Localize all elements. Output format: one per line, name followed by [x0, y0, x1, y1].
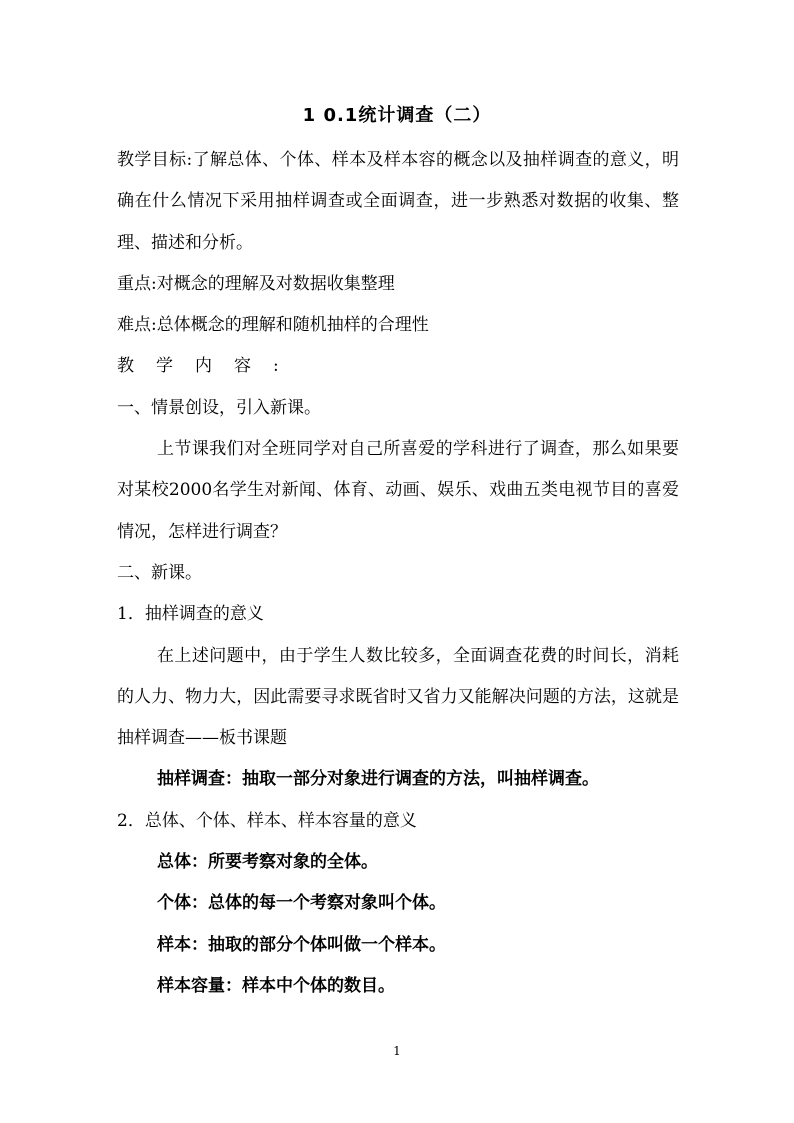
definition-population: 总体：所要考察对象的全体。 [157, 852, 378, 873]
section-1-heading: 一、情景创设，引入新课。 [117, 397, 321, 418]
definition-sample-size: 样本容量：样本中个体的数目。 [157, 975, 395, 996]
document-body [117, 140, 679, 1007]
definition-individual: 个体：总体的每一个考察对象叫个体。 [157, 893, 446, 914]
definition-sampling-survey: 抽样调查：抽取一部分对象进行调查的方法，叫抽样调查。 [157, 769, 599, 790]
definition-sample: 样本：抽取的部分个体叫做一个样本。 [157, 934, 446, 955]
item-1-body: 在上述问题中，由于学生人数比较多，全面调查花费的时间长，消耗的人力、物力大，因此需要寻求既省时又省力又能解决问题的方法，这就是抽样调查——板书课题 [117, 645, 679, 749]
key-point: 重点:对概念的理解及对数据收集整理 [117, 273, 395, 294]
section-1-body: 上节课我们对全班同学对自己所喜爱的学科进行了调查，那么如果要对某校2000名学生对新闻、体育、动画、娱乐、戏曲五类电视节目的喜爱情况，怎样进行调查？ [117, 439, 679, 542]
teaching-content-label: 教学内容: [117, 356, 301, 377]
teaching-objective: 教学目标:了解总体、个体、样本及样本容的概念以及抽样调查的意义，明确在什么情况下采用抽样调查或全面调查，进一步熟悉对数据的收集、整理、描述和分析。 [117, 150, 679, 253]
page-title: 1 0.1统计调查（二） [302, 105, 492, 126]
section-2-heading: 二、新课。 [117, 562, 202, 583]
page-number: 1 [393, 1044, 401, 1058]
item-1-heading: 1．抽样调查的意义 [117, 604, 264, 625]
difficulty-point: 难点:总体概念的理解和随机抽样的合理性 [117, 315, 429, 336]
item-2-heading: 2．总体、个体、样本、样本容量的意义 [117, 810, 417, 831]
